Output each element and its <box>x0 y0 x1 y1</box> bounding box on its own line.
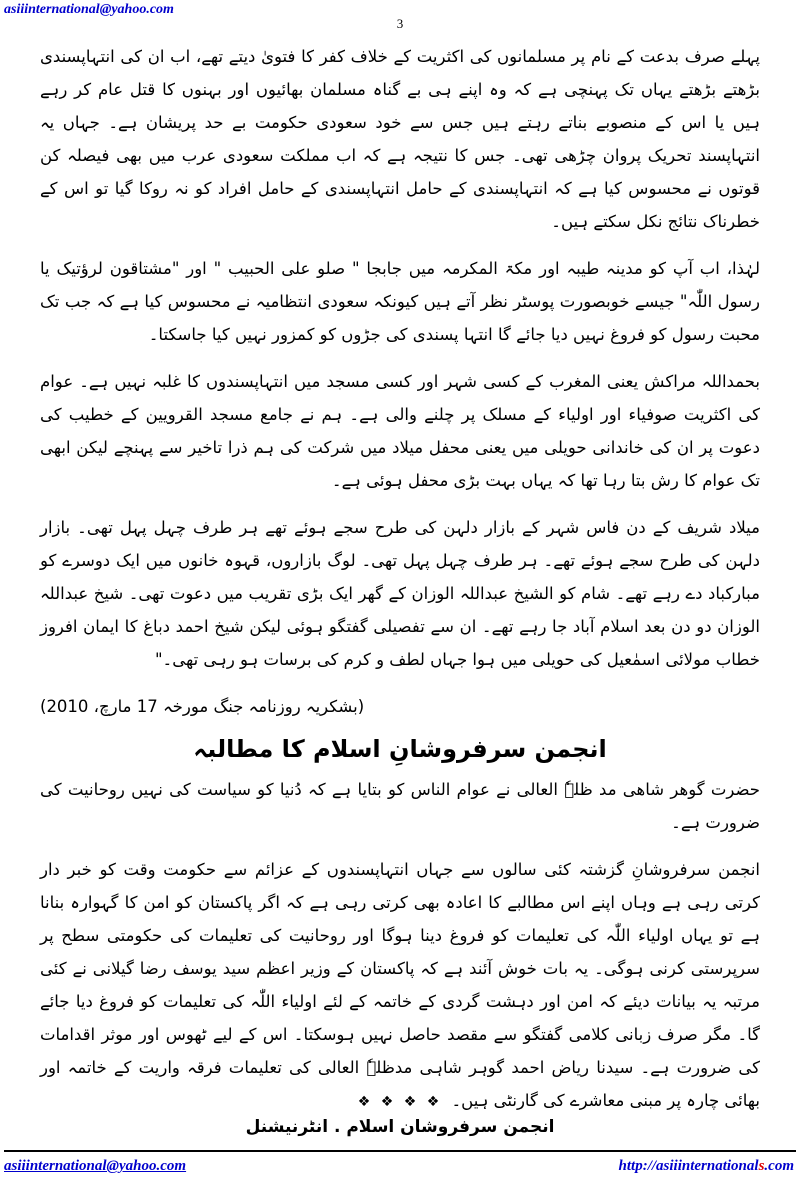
section-title: انجمن سرفروشانِ اسلام کا مطالبہ <box>193 735 607 763</box>
footer-website-link[interactable] <box>619 1158 794 1175</box>
article-attribution: (بشکریہ روزنامہ جنگ مورخہ 17 مارچ، 2010) <box>40 697 365 716</box>
footer-email-link[interactable]: asiiinternational@yahoo.com <box>4 1158 187 1174</box>
article-body <box>40 40 760 1131</box>
article-paragraph-2: لہٰذا، اب آپ کو مدینہ طیبہ اور مکۃ المکرمہ میں جابجا " صلو علی الحبیب " اور "مشتاقون لرؤتیک یا رسول اللّٰہ" جیسے خوبصورت پوسٹر نظر آتے ہیں کیونکہ سعودی انتظامیہ نے محسوس کیا ہے کہ جب تک محبت رسول کو فروغ نہیں دیا جائے گا انتہا پسندی کی جڑوں کو کمزور نہیں کیا جاسکتا۔ <box>40 259 760 344</box>
page-number: 3 <box>396 16 404 31</box>
url-highlight: s <box>758 1158 765 1174</box>
section-paragraph-1: حضرت گوھر شاھی مد ظلہٗ العالی نے عوام الناس کو بتایا ہے کہ دُنیا کو سیاست کی نہیں روحانیت کی ضرورت ہے۔ <box>40 780 760 832</box>
article-paragraph-3: بحمداللہ مراکش یعنی المغرب کے کسی شہر اور کسی مسجد میں انتہاپسندوں کا غلبہ نہیں ہے۔ عوام کی اکثریت صوفیاء اور اولیاء کے مسلک پر چلنے والی ہے۔ ہم نے جامع مسجد القرویین کے خطیب کی دعوت پر ان کی خاندانی حویلی میں یعنی محفل میلاد میں شرکت کی ہم ذرا تاخیر سے پہنچے لیکن ابھی تک عوام کا رش بتا رہا تھا کہ یہاں بہت بڑی محفل ہوئی ہے۔ <box>40 372 760 490</box>
url-prefix: http://asiiinternational <box>618 1158 759 1174</box>
header-email-link[interactable]: asiiinternational@yahoo.com <box>4 2 174 17</box>
section-paragraph-2: انجمن سرفروشانِ گزشتہ کئی سالوں سے جہاں انتہاپسندوں کے عزائم سے حکومت وقت کو خبر دار کرتی رہی ہے وہاں اپنے اس مطالبے کا اعادہ بھی کرتی رہی ہے کہ اگر پاکستان کو امن کا گہوارہ بنانا ہے تو یہاں اولیاء اللّٰہ کی تعلیمات کو فروغ دینا ہوگا اور روحانیت کی تعلیمات کی حکومتی سطح پر سرپرستی کرنی ہوگی۔ یہ بات خوش آئند ہے کہ پاکستان کے وزیر اعظم سید یوسف رضا گیلانی نے کئی مرتبہ یہ بیانات دیئے کہ امن اور دہشت گردی کے خاتمہ کے لئے اولیاء اللّٰہ کی تعلیمات کو فروغ دیا جائے گا۔ مگر صرف زبانی کلامی گفتگو سے مقصد حاصل نہیں ہوسکتا۔ اس کے لیے ٹھوس اور موثر اقدامات کی ضرورت ہے۔ سیدنا ریاض احمد گوہر شاہی مدظلہٗ العالی کی تعلیمات فرقہ واریت کے خاتمہ اور بھائی چارہ پر مبنی معاشرے کی گارنٹی ہیں۔ <box>40 860 760 1110</box>
footer-organization-name: انجمن سرفروشان اسلام . انٹرنیشنل <box>245 1117 555 1137</box>
article-paragraph-4: میلاد شریف کے دن فاس شہر کے بازار دلہن کی طرح سجے ہوئے تھے ہر طرف چہل پہل تھی۔ بازار دلہن کی طرح سجے ہوئے تھے۔ ہر طرف چہل پہل تھی۔ لوگ بازاروں، قہوہ خانوں میں ایک دوسرے کو مبارکباد دے رہے تھے۔ شام کو الشیخ عبداللہ الوزان کے گھر ایک بڑی تقریب میں دعوت تھی۔ شیخ عبداللہ الوزان دو دن بعد اسلام آباد جا رہے تھے۔ ان سے تفصیلی گفتگو ہوئی لیکن شیخ احمد دباغ کا ایمان افروز خطاب مولائی اسمٰعیل کی حویلی میں ہوا جہاں لطف و کرم کی برسات ہو رہی تھی۔" <box>40 518 760 669</box>
ornament-divider: ❖ ❖ ❖ ❖ <box>357 1094 443 1110</box>
url-suffix: .com <box>764 1158 794 1174</box>
footer-divider-line <box>4 1150 796 1152</box>
article-paragraph-1: پہلے صرف بدعت کے نام پر مسلمانوں کی اکثریت کے خلاف کفر کا فتویٰ دیتے تھے، اب ان کی انتہاپسندی بڑھتے بڑھتے یہاں تک پہنچی ہے کہ وہ اپنے ہی بے گناہ مسلمان بھائیوں اور بہنوں کا قتل عام کر رہے ہیں یا اس کے منصوبے بناتے رہتے ہیں جس سے خود سعودی حکومت بے حد پریشان ہے۔ جہاں یہ انتہاپسند تحریک پروان چڑھی تھی۔ جس کا نتیجہ ہے کہ اب مملکت سعودی عرب میں بھی فیصلہ کن قوتوں نے محسوس کیا ہے کہ انتہاپسندی کے حامل انتہاپسندی کے حامل افراد کو نہ روکا گیا تو اس کے خطرناک نتائج نکل سکتے ہیں۔ <box>40 47 760 231</box>
